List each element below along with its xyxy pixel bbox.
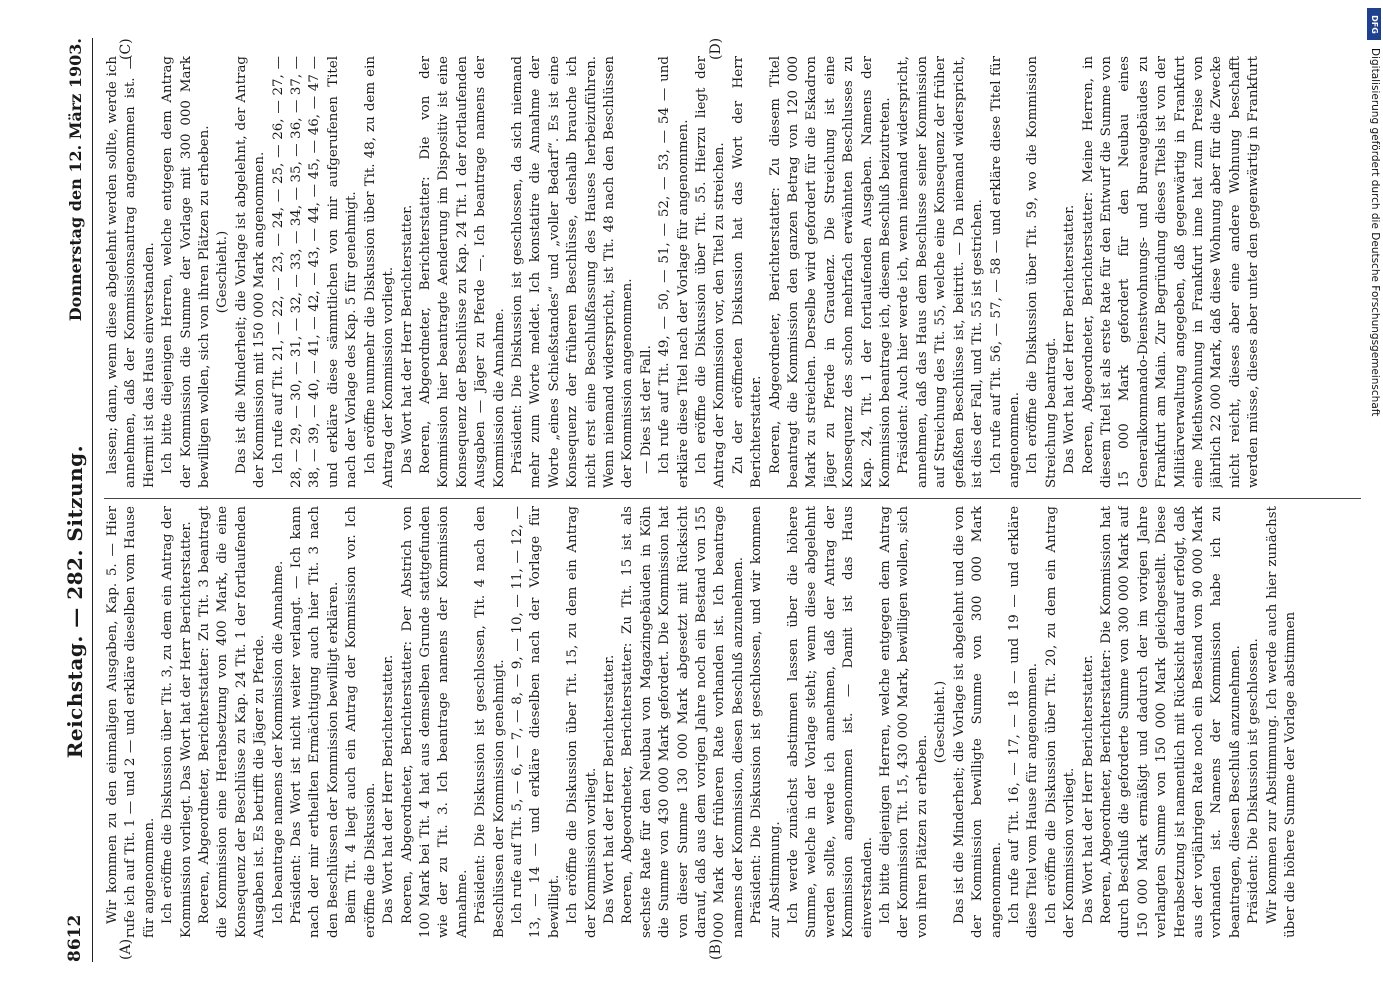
paragraph: Das ist die Minderheit; die Vorlage ist abgelehnt und die von der Kommission bewilligte Summe von 300 000 Mark angenommen. xyxy=(951,506,1004,938)
funding-credit xyxy=(1369,48,1383,988)
paragraph: Roeren, Abgeordneter, Berichterstatter: Zu Tit. 15 ist als sechste Rate für den Neubau von Magazingebäuden in Köln die Summe von 430 000 Mark gefordert. Die Kommission hat von dieser Summe 130 000 Mark abgesetzt mit Rücksicht darauf, daß aus dem vorigen Jahre noch ein Bestand von 155 000 Mark der früheren Rate vorhanden ist. Ich beantrage namens der Kommission, diesen Beschluß anzunehmen. xyxy=(620,506,746,938)
paragraph: Roeren, Abgeordneter, Berichterstatter: Der Abstrich von 100 Mark bei Tit. 4 hat aus demselben Grunde stattgefunden wie der zu Tit. 3. Ich beantrage namens der Kommission Annahme. xyxy=(399,506,470,938)
margin-marker-d: (D) xyxy=(708,37,724,60)
paragraph: Ich bitte diejenigen Herren, welche entgegen dem Antrag der Kommission die Summe der Vorlage mit 300 000 Mark bewilligen wollen, sich von ihren Plätzen zu erheben. xyxy=(160,56,213,488)
paragraph: Präsident: Die Diskussion ist geschlossen, da sich niemand mehr zum Worte meldet. Ich konstatire die Annahme der Worte „eines Schießstandes“ und „voller Bedarf“. Es ist eine Konsequenz der früheren Beschlüsse, deshalb brauche ich nicht erst eine Beschlußfassung des Hauses herbeizuführen. Wenn niemand widerspricht, ist Tit. 48 nach den Beschlüssen der Kommission angenommen. xyxy=(509,56,636,488)
page-number: 8612 xyxy=(65,914,85,962)
paragraph: Wir kommen zur Abstimmung. Ich werde auch hier zunächst über die höhere Summe der Vorlage abstimmen xyxy=(1264,506,1298,938)
session-date: Donnerstag den 12. März 1903. xyxy=(65,38,85,322)
paragraph: Das Wort hat der Herr Berichterstatter. xyxy=(399,204,415,474)
paragraph: Ich rufe auf Tit. 5, — 6, — 7, — 8, — 9, — 10, — 11, — 12, — 13, — 14 — und erkläre dieselben nach der Vorlage für bewilligt. xyxy=(509,506,562,938)
dfg-logo-text: DFG xyxy=(1369,14,1379,34)
paragraph: Das Wort hat der Herr Berichterstatter. xyxy=(1062,204,1078,474)
paragraph: Zu der eröffneten Diskussion hat das Wort der Herr Berichterstatter. xyxy=(730,56,765,488)
paragraph: Roeren, Abgeordneter, Berichterstatter: Die Kommission hat durch Beschluß die geforderte Summe von 300 000 Mark auf 150 000 Mark ermäßigt und dadurch der im vorigen Jahre verlangten Summe von 150 000 Mark gleichgestellt. Diese Herabsetzung ist namentlich mit Rücksicht darauf erfolgt, daß aus der vorjährigen Rate noch ein Bestand von 90 000 Mark vorhanden ist. Namens der Kommission habe ich zu beantragen, diesen Beschluß anzunehmen. xyxy=(1098,506,1243,938)
paragraph: Präsident: Auch hier werde ich, wenn niemand widerspricht, annehmen, daß das Haus dem Beschlusse seiner Kommission auf Streichung des Tit. 55, welche eine Konsequenz der früher gefaßten Beschlüsse ist, beitritt. — Da niemand widerspricht, ist dies der Fall, und Tit. 55 ist gestrichen. xyxy=(896,56,986,488)
paragraph: — Dies ist der Fall. xyxy=(638,345,654,474)
paragraph: Ich rufe auf Tit. 16, — 17, — 18 — und 19 — und erkläre diese Titel vom Hause für angenommen. xyxy=(1006,506,1041,938)
page-header xyxy=(58,38,93,962)
margin-marker-b: (B) xyxy=(708,938,724,960)
paragraph: Präsident: Die Diskussion ist geschlossen. xyxy=(1246,638,1262,924)
paragraph: Präsident: Die Diskussion ist geschlossen, Tit. 4 nach den Beschlüssen der Kommission genehmigt. xyxy=(473,506,507,938)
paragraph: Das ist die Minderheit; die Vorlage ist abgelehnt, der Antrag der Kommission mit 150 000 Mark angenommen. xyxy=(233,56,268,488)
paragraph: Das Wort hat der Herr Berichterstatter. xyxy=(1080,654,1096,924)
paragraph: Roeren, Abgeordneter, Berichterstatter: Zu diesem Titel beantragt die Kommission den ganzen Betrag von 120 000 Mark zu streichen. Derselbe wird gefordert für die Eskadron Jäger zu Pferde in Graudenz. Die Streichung ist eine Konsequenz des schon mehrfach erwähnten Beschlusses zu Kap. 24, Tit. 1 der fortlaufenden Ausgaben. Namens der Kommission beantrage ich, diesem Beschluß beizutreten. xyxy=(767,56,894,488)
paragraph: Wir kommen zu den einmaligen Ausgaben, Kap. 5. — Hier rufe ich auf Tit. 1 — und 2 — und erkläre dieselben vom Hause für angenommen. xyxy=(105,506,157,938)
paragraph: Das Wort hat der Herr Berichterstatter. xyxy=(601,654,617,924)
margin-marker-c: (C) xyxy=(118,38,134,60)
paragraph: Roeren, Abgeordneter, Berichterstatter: Zu Tit. 3 beantragt die Kommission eine Herabsetzung von 400 Mark, die eine Konsequenz der Beschlüsse zu Kap. 24 Tit. 1 der fortlaufenden Ausgaben ist. Es betrifft die Jäger zu Pferde. xyxy=(197,506,268,938)
paragraph: (Geschieht.) xyxy=(933,680,949,764)
paragraph: Präsident: Die Diskussion ist geschlossen, und wir kommen zur Abstimmung. xyxy=(749,506,783,938)
paragraph: (Geschieht.) xyxy=(215,230,231,314)
paragraph: Ich eröffne nunmehr die Diskussion über Tit. 48, zu dem ein Antrag der Kommission vorliegt. xyxy=(362,56,397,488)
paragraph: Ich eröffne die Diskussion über Tit. 3, zu dem ein Antrag der Kommission vorliegt. Das Wort hat der Herr Berichterstatter. xyxy=(160,506,194,938)
paragraph: lassen; dann, wenn diese abgelehnt werden sollte, werde ich annehmen, daß der Kommissionsantrag angenommen ist. — Hiermit ist das Haus einverstanden. xyxy=(105,56,157,488)
paragraph: Ich eröffne die Diskussion über Tit. 55. Hierzu liegt der Antrag der Kommission vor, den Titel zu streichen. xyxy=(694,56,728,488)
paragraph: Ich beantrage namens der Kommission die Annahme. xyxy=(270,560,286,924)
paragraph: Ich eröffne die Diskussion über Tit. 15, zu dem ein Antrag der Kommission vorliegt. xyxy=(565,506,599,938)
paragraph: Ich bitte diejenigen Herren, welche entgegen dem Antrag der Kommission Tit. 15, 430 000 Mark, bewilligen wollen, sich von ihren Plätzen zu erheben. xyxy=(878,506,930,938)
paragraph: Ich eröffne die Diskussion über Tit. 20, zu dem ein Antrag der Kommission vorliegt. xyxy=(1043,506,1078,938)
paragraph: Ich rufe auf Tit. 21, — 22, — 23, — 24, — 25, — 26, — 27, — 28, — 29, — 30, — 31, — 32, — 33, — 34, — 35, — 36, — 37, — 38, — 39, — 40, — 41, — 42, — 43, — 44, — 45, — 46, — 47 — und erkläre diese sämmtlichen von mir aufgerufenen Titel nach der Vorlage des Kap. 5 für genehmigt. xyxy=(270,56,360,488)
margin-marker-a: (A) xyxy=(118,938,134,960)
paragraph: Roeren, Abgeordneter, Berichterstatter: Meine Herren, in diesem Titel ist als erste Rate für den Entwurf die Summe von 15 000 Mark gefordert für den Neubau eines Generalkommando-Dienstwohnungs- und Bureaugebäudes zu Frankfurt am Main. Zur Begründung dieses Titels ist von der Militärverwaltung angegeben, daß gegenwärtig in Frankfurt eine Miethswohnung in Frankfurt inne hat zum Preise von jährlich 22 000 Mark, daß diese Wohnung aber für die Zwecke nicht reicht, dieses aber eine andere Wohnung beschafft werden müsse, dieses aber unter den gegenwärtig in Frankfurt xyxy=(1080,56,1262,488)
funding-credit-text: Digitalisierung gefördert durch die Deutsche Forschungsgemeinschaft xyxy=(1369,48,1381,417)
session-title: Reichstag. — 282. Sitzung. xyxy=(63,444,87,759)
paragraph: Ich werde zunächst abstimmen lassen über die höhere Summe, welche in der Vorlage steht; wenn diese abgelehnt werden sollte, werde ich annehmen, daß der Antrag der Kommission angenommen ist. — Damit ist das Haus einverstanden. xyxy=(786,506,875,938)
left-column xyxy=(104,506,1361,938)
dfg-logo xyxy=(1367,8,1381,40)
right-column xyxy=(104,56,1361,488)
paragraph: Ich eröffne die Diskussion über Tit. 59, wo die Kommission Streichung beantragt. xyxy=(1025,56,1059,488)
paragraph: Präsident: Das Wort ist nicht weiter verlangt. — Ich kann nach der mir ertheilten Ermächtigung auch hier Tit. 3 nach den Beschlüssen der Kommission bewilligt erklären. xyxy=(289,506,341,938)
paragraph: Beim Tit. 4 liegt auch ein Antrag der Kommission vor. Ich eröffne die Diskussion. xyxy=(344,506,378,938)
paragraph: Ich rufe auf Tit. 56, — 57, — 58 — und erkläre diese Titel für angenommen. xyxy=(988,56,1022,488)
paragraph: Das Wort hat der Herr Berichterstatter. xyxy=(381,654,397,924)
paragraph: Ich rufe auf Tit. 49, — 50, — 51, — 52, — 53, — 54 — und erkläre diese Titel nach der Vorlage für angenommen. xyxy=(657,56,691,488)
paragraph: Roeren, Abgeordneter, Berichterstatter: Die von der Kommission hier beantragte Aenderung im Dispositiv ist eine Konsequenz der Beschlüsse zu Kap. 24 Tit. 1 der fortlaufenden Ausgaben — Jäger zu Pferde —. Ich beantrage namens der Kommission die Annahme. xyxy=(417,56,507,488)
column-divider xyxy=(104,498,1361,499)
